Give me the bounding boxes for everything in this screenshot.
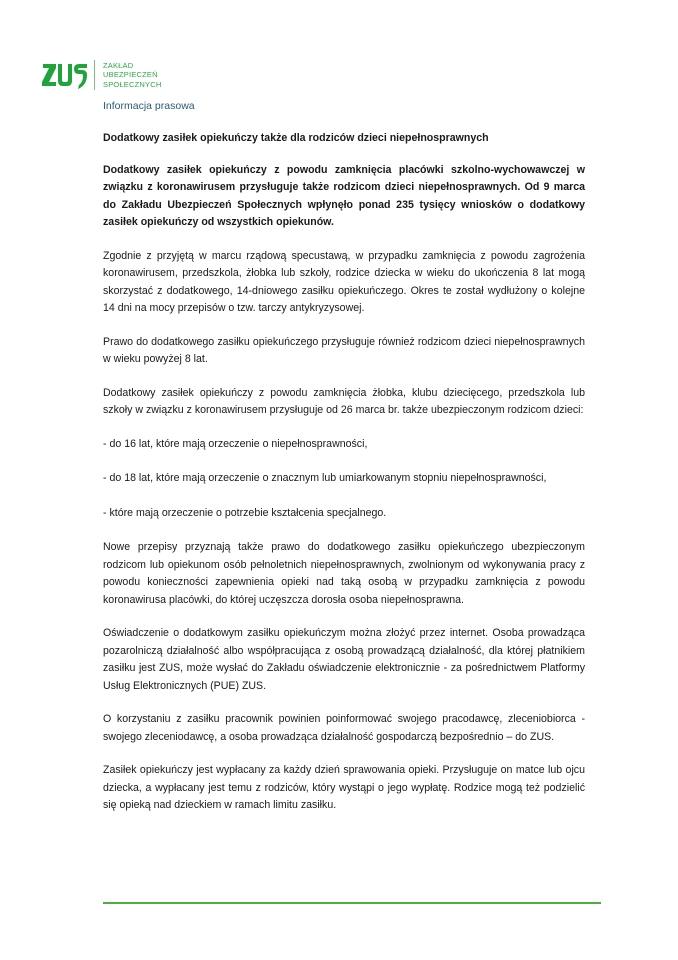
- paragraph-4: Nowe przepisy przyznają także prawo do dodatkowego zasiłku opiekuńczego ubezpieczonym rodzicom lub opiekunom osób pełnoletnich niepełnosprawnych, zwolnionym od wykonywania pracy z powodu konieczności zapewnienia opieki nad taką osobą w przypadku zamknięcia z powodu koronawirusa placówki, do której uczęszcza dorosła osoba niepełnosprawna.: [103, 541, 585, 606]
- paragraph-7: Zasiłek opiekuńczy jest wypłacany za każdy dzień sprawowania opieki. Przysługuje on matce lub ojcu dziecka, a wypłacany jest temu z rodziców, który wystąpi o jego wypłatę. Rodzice mogą też podzielić się opieką nad dzieckiem w ramach limitu zasiłku.: [103, 764, 585, 811]
- paragraph-1: Zgodnie z przyjętą w marcu rządową specustawą, w przypadku zamknięcia z powodu zagrożenia koronawirusem, przedszkola, żłobka lub szkoły, rodzice dziecka w wieku do ukończenia 8 lat mogą skorzystać z dodatkowego, 14-dniowego zasiłku opiekuńczego. Okres te został wydłużony o kolejne 14 dni na mocy przepisów o tzw. tarczy antykryzysowej.: [103, 249, 585, 314]
- press-release-label: Informacja prasowa: [103, 100, 195, 112]
- list-item-1: - do 16 lat, które mają orzeczenie o niepełnosprawności,: [103, 437, 368, 450]
- document-title: Dodatkowy zasiłek opiekuńczy także dla rodziców dzieci niepełnosprawnych: [103, 132, 489, 144]
- document-body: [103, 130, 585, 831]
- logo-line-2: UBEZPIECZEŃ: [103, 70, 158, 80]
- list-item-2: - do 18 lat, które mają orzeczenie o znacznym lub umiarkowanym stopniu niepełnosprawności,: [103, 472, 547, 484]
- logo-wordmark: [103, 61, 161, 90]
- logo-divider: [94, 60, 95, 90]
- footer-divider: [103, 902, 601, 904]
- paragraph-6: O korzystaniu z zasiłku pracownik powinien poinformować swojego pracodawcę, zleceniobiorca - swojego zleceniodawcę, a osoba prowadząca działalność gospodarczą bezpośrednio – do ZUS.: [103, 713, 585, 743]
- paragraph-5: Oświadczenie o dodatkowym zasiłku opiekuńczym można złożyć przez internet. Osoba prowadząca pozarolniczą działalność albo współpracująca z osobą prowadzącą działalność, dla której płatnikiem zasiłku jest ZUS, może wysłać do Zakładu oświadczenie elektronicznie - za pośrednictwem Platformy Usług Elektronicznych (PUE) ZUS.: [103, 627, 585, 692]
- paragraph-3: Dodatkowy zasiłek opiekuńczy z powodu zamknięcia żłobka, klubu dziecięcego, przedszkola lub szkoły w związku z koronawirusem przysługuje od 26 marca br. także ubezpieczonym rodzicom dzieci:: [103, 386, 585, 416]
- paragraph-2: Prawo do dodatkowego zasiłku opiekuńczego przysługuje również rodzicom dzieci niepełnosprawnych w wieku powyżej 8 lat.: [103, 335, 585, 365]
- zus-logo-icon: [42, 60, 88, 90]
- logo-line-3: SPOŁECZNYCH: [103, 79, 162, 89]
- logo-line-1: ZAKŁAD: [103, 60, 134, 70]
- list-item-3: - które mają orzeczenie o potrzebie kształcenia specjalnego.: [103, 506, 387, 519]
- lead-paragraph: Dodatkowy zasiłek opiekuńczy z powodu zamknięcia placówki szkolno-wychowawczej w związku z koronawirusem przysługuje także rodzicom dzieci niepełnosprawnych. Od 9 marca do Zakładu Ubezpieczeń Społecznych wpłynęło ponad 235 tysięcy wniosków o dodatkowy zasiłek opiekuńczy od wszystkich opiekunów.: [103, 163, 585, 228]
- zus-logo: [42, 60, 161, 90]
